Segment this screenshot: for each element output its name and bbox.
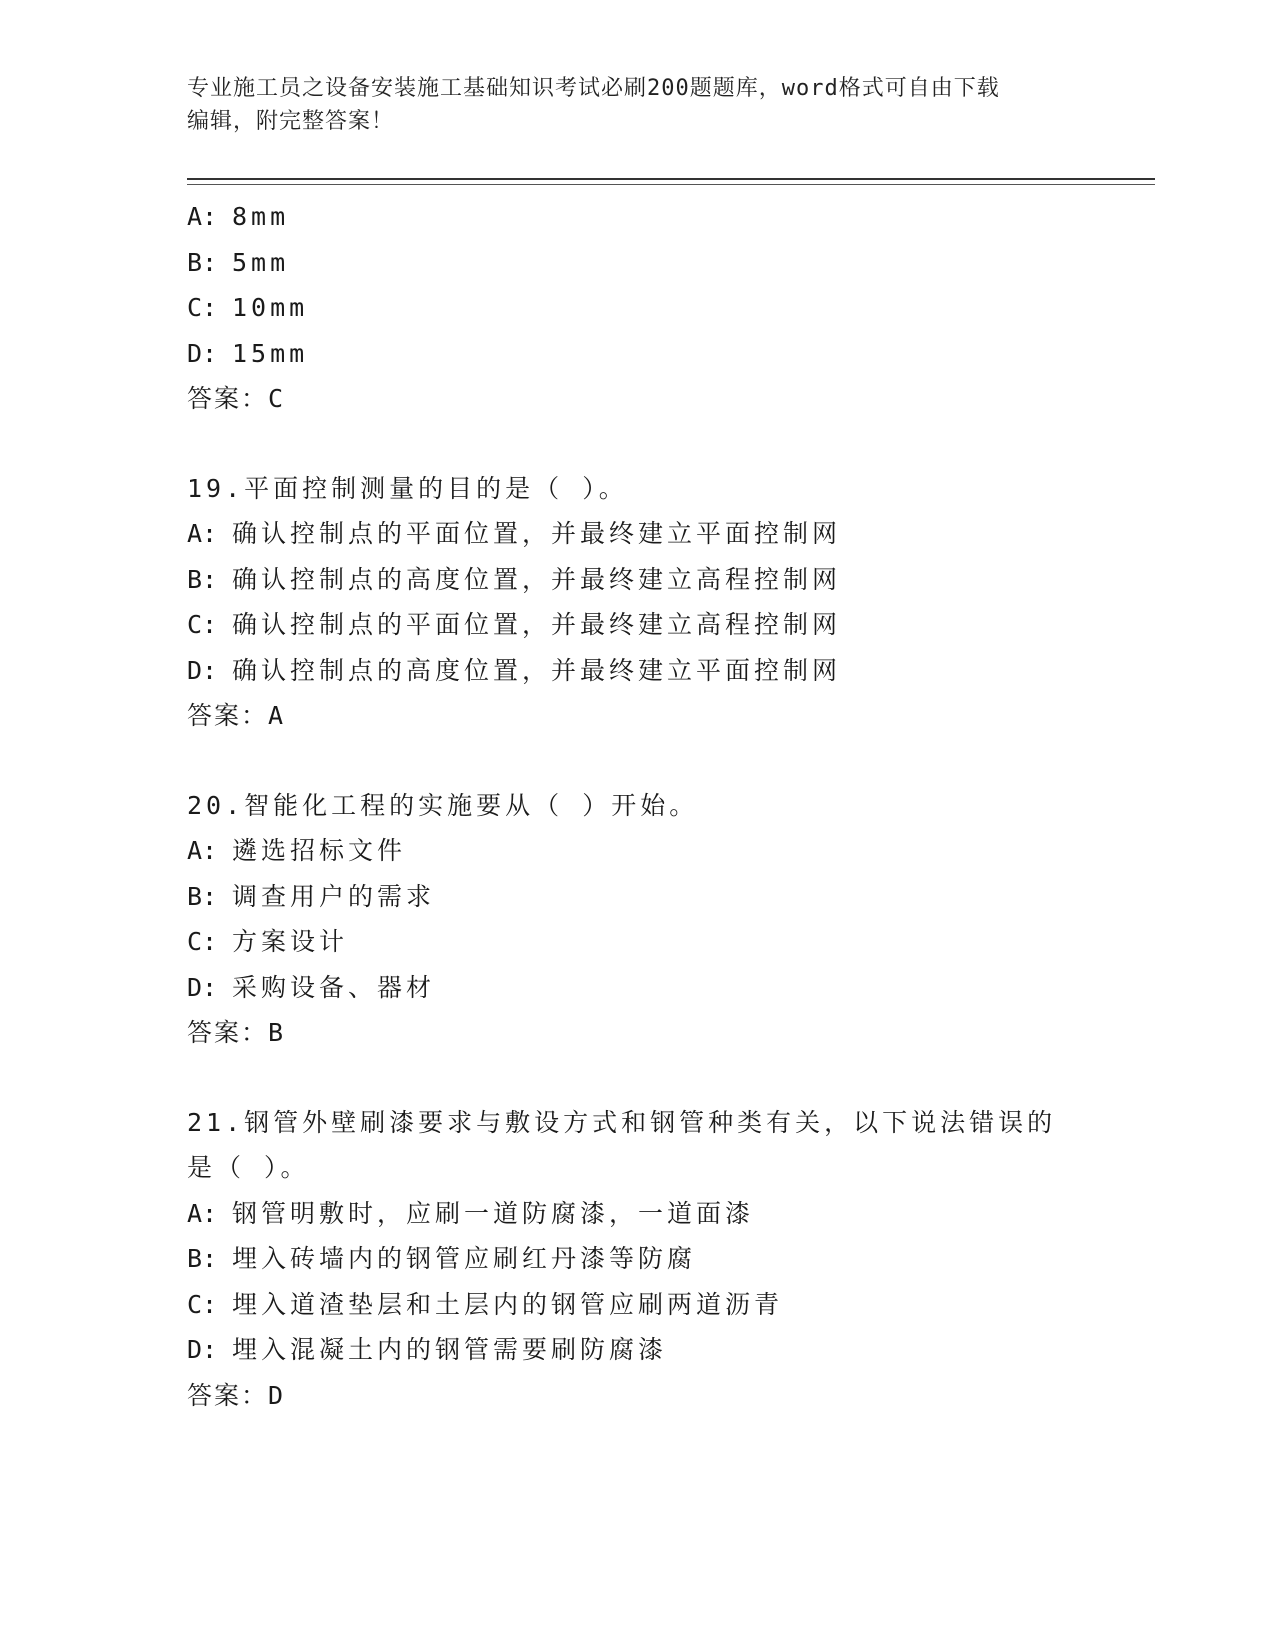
header-divider-thick [187,178,1155,180]
question-list [187,194,1155,1418]
option-d: D: 采购设备、器材 [187,972,436,1002]
question-19 [187,466,1155,739]
header-line-1: 专业施工员之设备安装施工基础知识考试必刷200题题库，word格式可自由下载 [187,76,1000,101]
question-stem: 19.平面控制测量的目的是（ ）。 [187,473,628,503]
option-b: B: 埋入砖墙内的钢管应刷红丹漆等防腐 [187,1244,697,1273]
question-stem: 20.智能化工程的实施要从（ ）开始。 [187,790,699,820]
answer-text: 答案：B [187,1018,286,1047]
option-c: C: 方案设计 [187,927,349,956]
question-18-continued [187,194,1155,422]
answer-text: 答案：C [187,384,286,413]
question-21 [187,1100,1155,1419]
option-c: C: 10mm [187,293,309,322]
option-a: A: 8mm [187,202,290,231]
option-d: D: 15mm [187,338,309,368]
header-divider-thin [187,184,1155,185]
question-20 [187,783,1155,1056]
option-a: A: 确认控制点的平面位置，并最终建立平面控制网 [187,519,842,548]
header-line-2: 编辑，附完整答案！ [187,109,395,134]
option-a: A: 钢管明敷时，应刷一道防腐漆，一道面漆 [187,1198,755,1228]
document-header [187,72,1087,138]
answer-text: 答案：D [187,1380,286,1410]
option-c: C: 埋入道渣垫层和土层内的钢管应刷两道沥青 [187,1289,784,1319]
option-a: A: 遴选招标文件 [187,836,407,865]
option-c: C: 确认控制点的平面位置，并最终建立高程控制网 [187,610,842,639]
option-b: B: 5mm [187,247,290,277]
option-b: B: 调查用户的需求 [187,881,436,911]
option-d: D: 确认控制点的高度位置，并最终建立平面控制网 [187,655,842,685]
question-stem: 21.钢管外壁刷漆要求与敷设方式和钢管种类有关，以下说法错误的是（ ）。 [187,1107,1057,1182]
option-d: D: 埋入混凝土内的钢管需要刷防腐漆 [187,1335,668,1364]
answer-text: 答案：A [187,701,286,730]
option-b: B: 确认控制点的高度位置，并最终建立高程控制网 [187,564,842,594]
